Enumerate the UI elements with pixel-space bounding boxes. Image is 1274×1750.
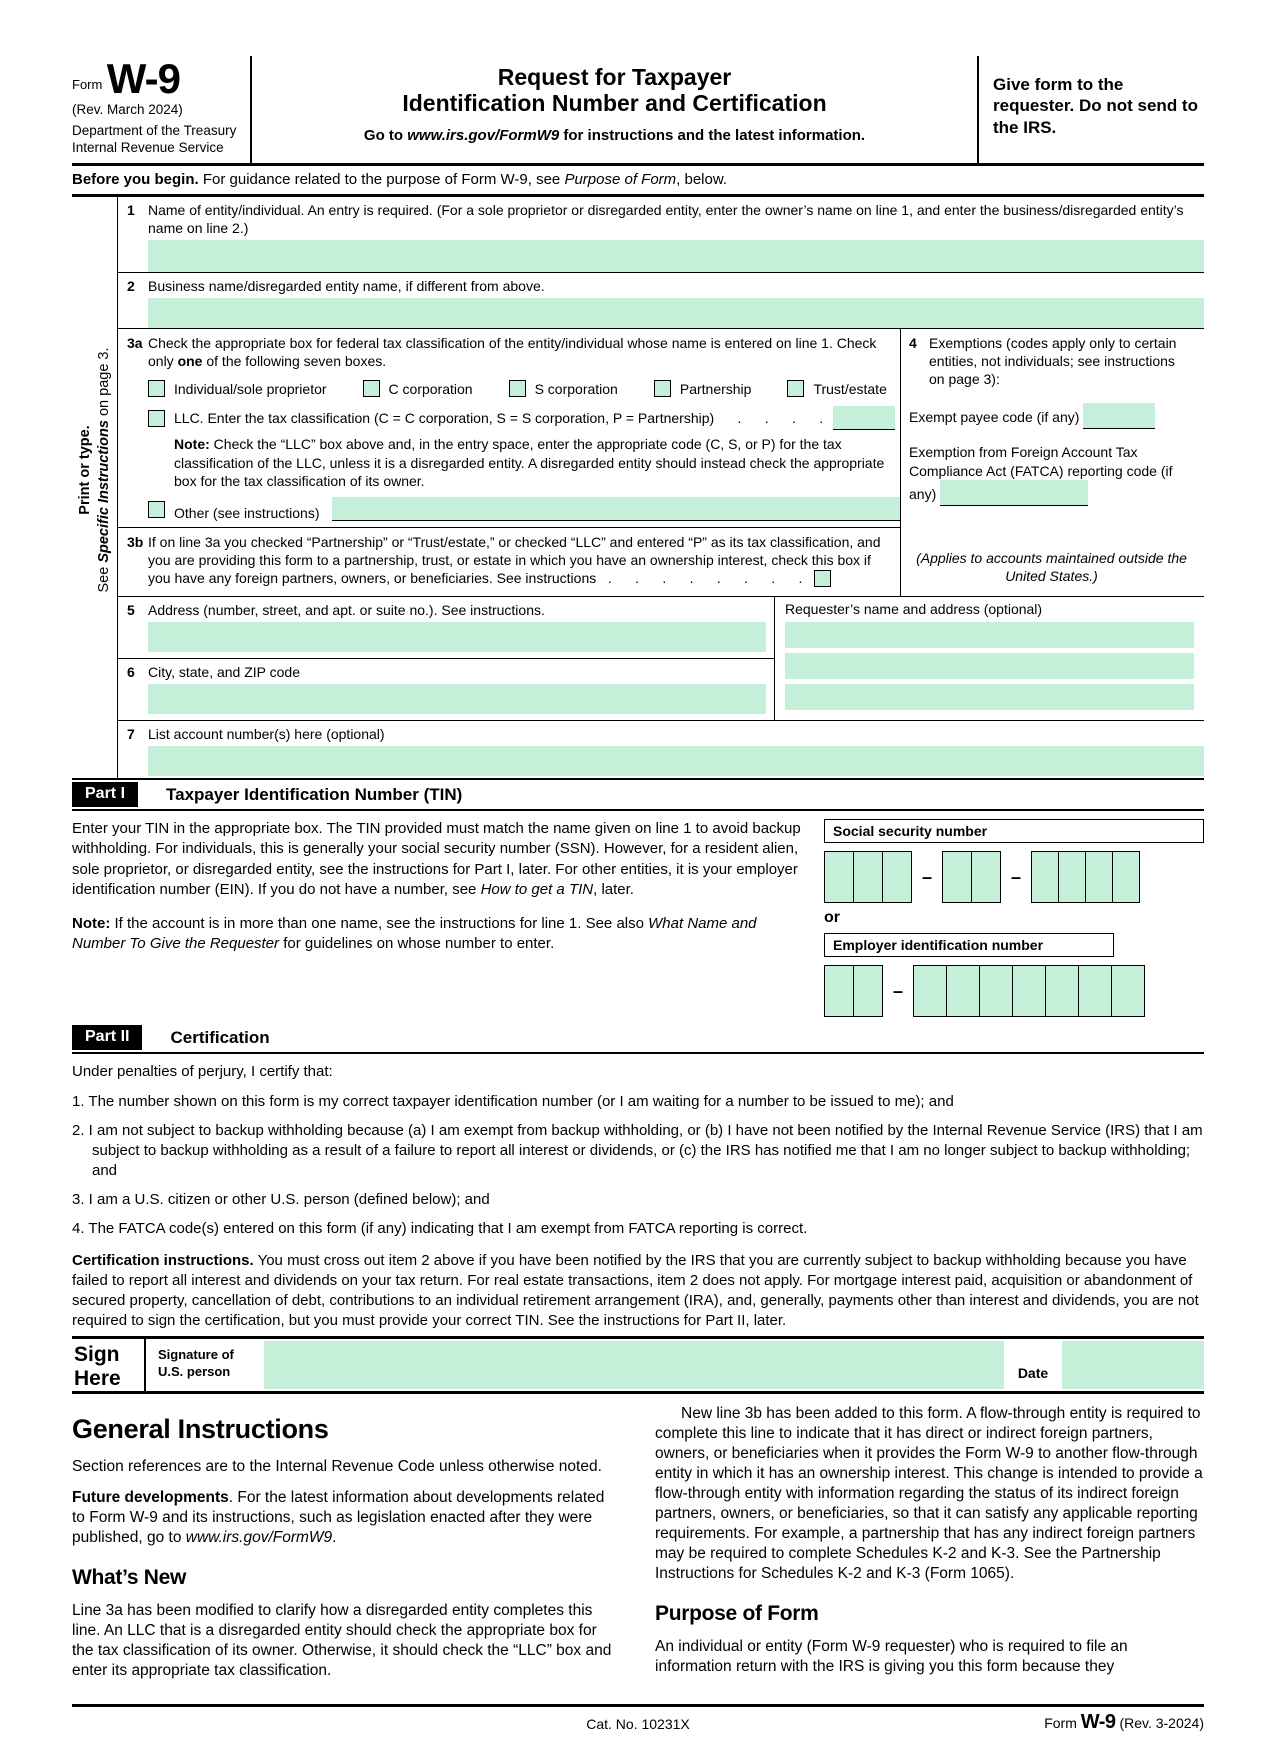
llc-classification-input[interactable] xyxy=(833,406,895,430)
partnership-checkbox[interactable] xyxy=(654,380,671,397)
cert-instr-text: You must cross out item 2 above if you have been notified by the IRS that you are currently subject to backup withholding because you have failed to report all interest and dividends on your tax return. For real estate transactions, item 2 does not apply. For mortgage interest paid, acquisition or abandonment of secured property, cancellation of debt, contributions to an individual retirement arrangement (IRA), and, generally, payments other than interest and dividends, you are not required to sign the certification, but you must provide your correct TIN. See the instructions for Part II, later. xyxy=(72,1251,1199,1329)
before-mid: For guidance related to the purpose of Form W-9, see xyxy=(198,170,565,188)
ssn-dash: – xyxy=(922,866,933,887)
ein-dash: – xyxy=(893,980,904,1001)
ein-digit-cell[interactable] xyxy=(979,965,1013,1017)
line2-label: Business name/disregarded entity name, if different from above. xyxy=(148,277,545,294)
sign-word-line2: Here xyxy=(74,1367,121,1390)
line7-number: 7 xyxy=(127,725,135,742)
left-column xyxy=(72,1404,621,1692)
goto-instructions xyxy=(262,127,967,144)
goto-suffix: for instructions and the latest information. xyxy=(559,126,866,144)
ein-digit-cell[interactable] xyxy=(913,965,947,1017)
ssn-label-box: Social security number xyxy=(824,819,1204,843)
line6-number: 6 xyxy=(127,663,135,680)
section-3b xyxy=(118,528,900,596)
fatca-code-input[interactable] xyxy=(940,480,1088,506)
sign-here-label xyxy=(72,1339,144,1391)
s-corporation-checkbox[interactable] xyxy=(509,380,526,397)
ssn-digit-cell[interactable] xyxy=(853,851,883,903)
footer-form-number: W-9 xyxy=(1080,1711,1116,1734)
llc-line xyxy=(148,406,900,430)
other-label: Other (see instructions) xyxy=(174,505,320,522)
section-6 xyxy=(118,659,774,714)
city-state-zip-input[interactable] xyxy=(148,684,766,714)
line5-label: Address (number, street, and apt. or suite no.). See instructions. xyxy=(148,601,545,618)
line3a-number: 3a xyxy=(127,335,143,352)
line4-label: Exemptions (codes apply only to certain entities, not individuals; see instructions on page 3): xyxy=(929,335,1177,388)
classification-checkbox-row xyxy=(148,380,900,397)
ein-digit-cell[interactable] xyxy=(1111,965,1145,1017)
part1-paragraph xyxy=(72,819,808,900)
form-main xyxy=(118,197,1204,779)
llc-dot-leader: . . . . xyxy=(714,410,824,427)
part2-header xyxy=(72,1023,1204,1054)
business-name-input[interactable] xyxy=(148,298,1204,328)
form-id-block xyxy=(72,56,250,163)
ssn-digit-cell[interactable] xyxy=(1058,851,1086,903)
see-instructions-line xyxy=(95,347,114,592)
footer-form-id xyxy=(1044,1711,1204,1734)
address-input[interactable] xyxy=(148,622,766,652)
fatca-label: Exemption from Foreign Account Tax Compliance Act (FATCA) reporting code (if any) xyxy=(909,443,1173,503)
name-input[interactable] xyxy=(148,240,1204,272)
ssn-digit-cell[interactable] xyxy=(882,851,912,903)
item2-number: 2. xyxy=(72,1122,85,1140)
other-checkbox[interactable] xyxy=(148,501,165,518)
see-em: Specific Instructions xyxy=(95,419,112,563)
signature-label-line2: U.S. person xyxy=(158,1363,231,1379)
requester-label: Requester’s name and address (optional) xyxy=(785,600,1043,617)
date-label: Date xyxy=(1017,1365,1049,1382)
line2-number: 2 xyxy=(127,277,135,294)
part1-p1-post: , later. xyxy=(593,880,634,898)
part2-title: Certification xyxy=(170,1027,270,1047)
llc-label: LLC. Enter the tax classification (C = C corporation, S = S corporation, P = Partnership) xyxy=(174,410,715,427)
item3-text: I am a U.S. citizen or other U.S. person (defined below); and xyxy=(84,1190,490,1208)
whats-new-paragraph: Line 3a has been modified to clarify how a disregarded entity completes this line. An LLC that is a disregarded entity should check the appropriate box for the tax classification of its owner. Otherwise, it should check the “LLC” box and enter its appropriate tax classification. xyxy=(72,1602,612,1680)
ssn-digit-cell[interactable] xyxy=(1085,851,1113,903)
ein-digit-cell[interactable] xyxy=(1078,965,1112,1017)
ssn-digit-cell[interactable] xyxy=(824,851,854,903)
part1-header xyxy=(72,780,1204,811)
llc-checkbox[interactable] xyxy=(148,410,165,427)
ein-digit-cell[interactable] xyxy=(1012,965,1046,1017)
part1-note-em: What Name and Number To Give the Requester xyxy=(72,915,757,953)
other-line xyxy=(148,497,900,521)
checkbox-partnership xyxy=(654,380,752,397)
ein-digit-cell[interactable] xyxy=(1045,965,1079,1017)
give-form-note: Give form to the requester. Do not send to the IRS. xyxy=(993,75,1198,137)
see-pre: See xyxy=(95,562,112,593)
line1-label: Name of entity/individual. An entry is required. (For a sole proprietor or disregarded entity, enter the owner’s name on line 1, and enter the business/disregarded entity’s name on line 2.) xyxy=(148,201,1184,236)
part1-note-pre: If the account is in more than one name, see the instructions for line 1. See also xyxy=(110,915,649,933)
print-or-type-label xyxy=(76,347,114,592)
c-corporation-label: C corporation xyxy=(388,380,473,397)
row-line-2 xyxy=(118,273,1204,329)
trust-estate-checkbox[interactable] xyxy=(787,380,804,397)
requester-input-line3[interactable] xyxy=(785,684,1194,710)
item3-number: 3. xyxy=(72,1190,85,1208)
requester-cell xyxy=(774,597,1204,720)
certification-item-1 xyxy=(72,1092,1204,1112)
cert-instr-lead: Certification instructions. xyxy=(72,1251,254,1269)
exempt-payee-label: Exempt payee code (if any) xyxy=(909,408,1080,425)
individual-checkbox[interactable] xyxy=(148,380,165,397)
certification-item-3 xyxy=(72,1190,1204,1210)
line1-number: 1 xyxy=(127,201,135,218)
ssn-digit-cell[interactable] xyxy=(942,851,972,903)
new-line-3b-paragraph: New line 3b has been added to this form. A flow-through entity is required to complete this line to indicate that it has direct or indirect foreign partners, owners, or beneficiaries when it provides the Form W-9 to another flow-through entity in which it has an ownership interest. This change is intended to provide a flow-through entity with information regarding the status of its indirect foreign partners, owners, or beneficiaries, so that it can satisfy any applicable reporting requirements. For example, a partnership that has any indirect foreign partners may be required to complete Schedules K-2 and K-3. See the Partnership Instructions for Schedules K-2 and K-3 (Form 1065). xyxy=(655,1405,1203,1583)
or-label: or xyxy=(824,909,840,927)
line4-number: 4 xyxy=(909,335,917,352)
line5-number: 5 xyxy=(127,601,135,618)
future-developments-lead: Future developments xyxy=(72,1489,229,1507)
row-5-6-requester xyxy=(118,597,1204,721)
part1-badge: Part I xyxy=(72,782,138,807)
page-footer xyxy=(72,1704,1204,1750)
partnership-label: Partnership xyxy=(679,380,752,397)
line3a-label-post: of the following seven boxes. xyxy=(202,353,387,370)
ssn-digit-cell[interactable] xyxy=(1112,851,1140,903)
signature-label xyxy=(146,1339,264,1391)
item1-text: The number shown on this form is my correct taxpayer identification number (or I am waiting for a number to be issued to me); and xyxy=(84,1093,954,1111)
signature-input[interactable] xyxy=(264,1341,1004,1389)
see-post: on page 3. xyxy=(95,347,112,420)
exempt-payee-code-input[interactable] xyxy=(1083,403,1155,429)
general-instructions-heading: General Instructions xyxy=(72,1414,329,1445)
row-3ab-4 xyxy=(118,329,1204,597)
department-label: Department of the Treasury xyxy=(72,122,237,138)
instructions-columns xyxy=(72,1404,1204,1692)
future-developments-tail: . xyxy=(332,1529,337,1547)
line3a-label-bold: one xyxy=(177,353,203,370)
llc-note-text: Check the “LLC” box above and, in the entry space, enter the appropriate code (C, S, or P) for the tax classification of the LLC, unless it is a disregarded entity. A disregarded entity should instead check the appropriate box for the tax classification of its owner. xyxy=(174,436,885,489)
ein-digit-cell[interactable] xyxy=(853,965,883,1017)
requester-input-line1[interactable] xyxy=(785,622,1194,648)
part1-p1-em: How to get a TIN xyxy=(480,880,594,898)
line3b-dot-leader: . . . . . . . . xyxy=(596,570,815,587)
form-title-line2: Identification Number and Certification xyxy=(402,90,827,117)
line6-label: City, state, and ZIP code xyxy=(148,663,301,680)
before-lead: Before you begin. xyxy=(72,170,199,188)
goto-url: www.irs.gov/FormW9 xyxy=(407,126,560,144)
certification-intro: Under penalties of perjury, I certify that: xyxy=(72,1063,333,1081)
sign-word-line1: Sign xyxy=(74,1343,120,1367)
purpose-of-form-paragraph: An individual or entity (Form W-9 requester) who is required to file an information return with the IRS is giving you this form because they xyxy=(655,1638,1128,1676)
ssn-digit-cell[interactable] xyxy=(1031,851,1059,903)
sign-here-block xyxy=(72,1336,1204,1394)
form-word: Form xyxy=(72,77,103,92)
individual-label: Individual/sole proprietor xyxy=(174,380,327,397)
footer-form-word: Form xyxy=(1044,1715,1077,1732)
form-revision: (Rev. March 2024) xyxy=(72,101,183,117)
certification-item-4 xyxy=(72,1219,1204,1239)
signature-label-line1: Signature of xyxy=(158,1347,234,1363)
line7-label: List account number(s) here (optional) xyxy=(148,725,385,742)
checkbox-individual-sole-proprietor xyxy=(148,380,327,397)
line3b-label xyxy=(148,533,900,588)
checkbox-s-corporation xyxy=(509,380,618,397)
certification-item-2 xyxy=(72,1121,1204,1181)
whats-new-heading: What’s New xyxy=(72,1566,187,1590)
part1-body xyxy=(72,811,1204,1023)
item1-number: 1. xyxy=(72,1093,85,1111)
line3b-text: If on line 3a you checked “Partnership” or “Trust/estate,” or checked “LLC” and entered “P” as its tax classification, and you are providing this form to a partnership, trust, or estate in which you have an ownership interest, check this box if you have any foreign partners, owners, or beneficiaries. See instructions xyxy=(148,534,881,587)
line3b-number: 3b xyxy=(127,534,144,551)
right-column xyxy=(655,1404,1204,1692)
catalog-number: Cat. No. 10231X xyxy=(586,1716,690,1733)
item2-text: I am not subject to backup withholding because (a) I am exempt from backup withholding, or (b) I have not been notified by the Internal Revenue Service (IRS) that I am subject to backup withholding as a result of a failure to report all interest or dividends, or (c) the IRS has notified me that I am no longer subject to backup withholding; and xyxy=(84,1122,1203,1179)
section-references-paragraph: Section references are to the Internal Revenue Code unless otherwise noted. xyxy=(72,1458,602,1476)
section-5 xyxy=(118,597,774,659)
llc-note xyxy=(174,435,900,490)
checkbox-trust-estate xyxy=(787,380,886,397)
applies-note: (Applies to accounts maintained outside the United States.) xyxy=(916,550,1187,585)
cell-line-4 xyxy=(900,329,1204,596)
cell-3a-3b xyxy=(118,329,900,596)
account-numbers-input[interactable] xyxy=(148,746,1204,776)
requester-input-line2[interactable] xyxy=(785,653,1194,679)
ssn-digit-cell[interactable] xyxy=(971,851,1001,903)
part1-text xyxy=(72,819,824,1023)
before-tail: , below. xyxy=(676,170,728,188)
line3a-label-pre: Check the appropriate box for federal tax classification of the entity/individual whose name is entered on line 1. Check only xyxy=(148,335,877,370)
s-corporation-label: S corporation xyxy=(534,380,618,397)
line3a-label xyxy=(148,334,900,370)
form-header xyxy=(72,56,1204,166)
form-title-block xyxy=(250,56,979,163)
other-input[interactable] xyxy=(332,497,901,521)
form-table xyxy=(72,197,1204,781)
future-developments-url: www.irs.gov/FormW9 xyxy=(185,1529,333,1547)
ssn-cells xyxy=(824,851,1204,903)
form-title-line1: Request for Taxpayer xyxy=(497,64,732,90)
exempt-payee-line xyxy=(909,403,1194,429)
footer-revision: (Rev. 3-2024) xyxy=(1119,1715,1204,1732)
row-line-7 xyxy=(118,721,1204,776)
agency-label: Internal Revenue Service xyxy=(72,139,224,155)
purpose-of-form-heading: Purpose of Form xyxy=(655,1602,819,1626)
row-line-1 xyxy=(118,197,1204,273)
ein-digit-cell[interactable] xyxy=(824,965,854,1017)
fatca-line xyxy=(909,443,1194,507)
ein-digit-cell[interactable] xyxy=(946,965,980,1017)
future-developments-paragraph xyxy=(72,1488,621,1548)
item4-number: 4. xyxy=(72,1219,85,1237)
llc-note-lead: Note: xyxy=(174,436,210,453)
part2-badge: Part II xyxy=(72,1025,142,1050)
checkbox-c-corporation xyxy=(363,380,473,397)
trust-estate-label: Trust/estate xyxy=(813,380,887,397)
part1-note-post: for guidelines on whose number to enter. xyxy=(279,935,555,953)
part1-note-lead: Note: xyxy=(72,915,111,933)
certification-instructions xyxy=(72,1251,1204,1331)
form-number: W-9 xyxy=(106,55,180,102)
goto-prefix: Go to xyxy=(363,126,408,144)
part1-p1-pre: Enter your TIN in the appropriate box. The TIN provided must match the name given on line 1 to avoid backup withholding. For individuals, this is generally your social security number (SSN). However, for a resident alien, sole proprietor, or disregarded entity, see the instructions for Part I, later. For other entities, it is your employer identification number (EIN). If you do not have a number, see xyxy=(72,820,801,898)
item4-text: The FATCA code(s) entered on this form (if any) indicating that I am exempt from FATCA reporting is correct. xyxy=(84,1219,808,1237)
print-or-type-line: Print or type. xyxy=(76,425,93,515)
future-developments-mid: . For the latest information about developments related to Form W-9 and its instructions, such as legislation enacted after they were published, go to xyxy=(72,1489,605,1547)
foreign-partners-checkbox[interactable] xyxy=(814,570,831,587)
c-corporation-checkbox[interactable] xyxy=(363,380,380,397)
cell-5-6 xyxy=(118,597,774,720)
before-em: Purpose of Form xyxy=(564,170,677,188)
section-3a xyxy=(118,329,900,528)
ein-cells xyxy=(824,965,1204,1017)
ein-label-box: Employer identification number xyxy=(824,933,1114,957)
date-input[interactable] xyxy=(1062,1341,1204,1389)
part2-body xyxy=(72,1054,1204,1330)
tin-entry-area xyxy=(824,819,1204,1023)
before-you-begin xyxy=(72,166,1204,197)
part1-note xyxy=(72,914,808,955)
ssn-dash: – xyxy=(1011,866,1022,887)
part1-title: Taxpayer Identification Number (TIN) xyxy=(166,784,463,804)
side-strip xyxy=(72,197,118,779)
